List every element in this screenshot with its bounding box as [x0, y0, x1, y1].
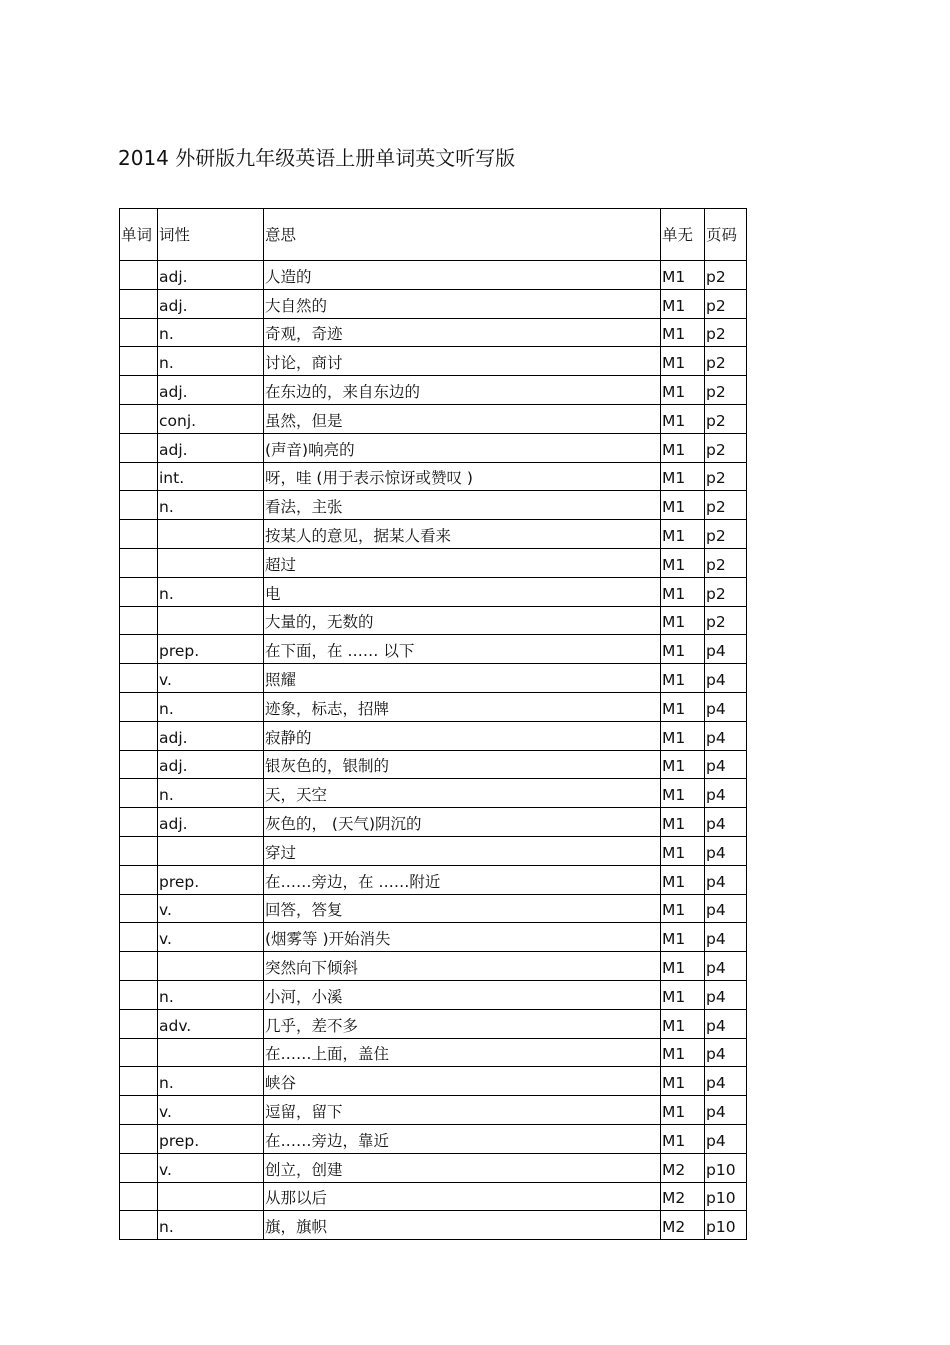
cell-word — [120, 347, 158, 376]
cell-unit: M2 — [661, 1182, 705, 1211]
cell-page: p4 — [705, 1096, 747, 1125]
cell-word — [120, 1096, 158, 1125]
cell-word — [120, 606, 158, 635]
cell-page: p4 — [705, 721, 747, 750]
table-row — [120, 261, 747, 290]
vocabulary-table — [119, 208, 747, 1240]
cell-pos: adj. — [158, 750, 264, 779]
cell-pos — [158, 520, 264, 549]
cell-meaning: 大量的，无数的 — [264, 606, 661, 635]
cell-page: p4 — [705, 980, 747, 1009]
cell-word — [120, 404, 158, 433]
table-row — [120, 721, 747, 750]
table-row — [120, 779, 747, 808]
cell-page: p10 — [705, 1211, 747, 1240]
cell-meaning: 在……上面，盖住 — [264, 1038, 661, 1067]
cell-page: p4 — [705, 1009, 747, 1038]
cell-word — [120, 894, 158, 923]
table-row — [120, 491, 747, 520]
column-header-meaning: 意思 — [264, 209, 661, 261]
cell-pos: v. — [158, 923, 264, 952]
cell-page: p2 — [705, 548, 747, 577]
cell-meaning: (声音)响亮的 — [264, 433, 661, 462]
cell-pos: adj. — [158, 721, 264, 750]
cell-word — [120, 433, 158, 462]
table-row — [120, 1096, 747, 1125]
cell-pos — [158, 606, 264, 635]
cell-unit: M1 — [661, 376, 705, 405]
cell-unit: M1 — [661, 261, 705, 290]
cell-meaning: 讨论，商讨 — [264, 347, 661, 376]
cell-unit: M1 — [661, 520, 705, 549]
cell-pos: n. — [158, 491, 264, 520]
cell-pos — [158, 1038, 264, 1067]
cell-word — [120, 1124, 158, 1153]
cell-page: p4 — [705, 1124, 747, 1153]
cell-unit: M1 — [661, 836, 705, 865]
cell-word — [120, 462, 158, 491]
column-header-page: 页码 — [705, 209, 747, 261]
cell-unit: M1 — [661, 318, 705, 347]
cell-meaning: 小河，小溪 — [264, 980, 661, 1009]
table-row — [120, 577, 747, 606]
cell-pos: n. — [158, 779, 264, 808]
cell-meaning: 电 — [264, 577, 661, 606]
cell-meaning: (烟雾等 )开始消失 — [264, 923, 661, 952]
cell-page: p4 — [705, 664, 747, 693]
cell-unit: M1 — [661, 404, 705, 433]
cell-meaning: 超过 — [264, 548, 661, 577]
cell-unit: M1 — [661, 1124, 705, 1153]
cell-pos: n. — [158, 980, 264, 1009]
cell-unit: M1 — [661, 923, 705, 952]
cell-pos: int. — [158, 462, 264, 491]
cell-meaning: 峡谷 — [264, 1067, 661, 1096]
cell-page: p2 — [705, 577, 747, 606]
cell-pos: prep. — [158, 1124, 264, 1153]
cell-meaning: 在东边的，来自东边的 — [264, 376, 661, 405]
table-row — [120, 433, 747, 462]
cell-unit: M1 — [661, 1096, 705, 1125]
cell-page: p4 — [705, 808, 747, 837]
table-row — [120, 548, 747, 577]
cell-page: p4 — [705, 779, 747, 808]
cell-pos: conj. — [158, 404, 264, 433]
cell-word — [120, 923, 158, 952]
table-row — [120, 1182, 747, 1211]
cell-meaning: 呀，哇 (用于表示惊讶或赞叹 ) — [264, 462, 661, 491]
table-row — [120, 923, 747, 952]
cell-page: p2 — [705, 289, 747, 318]
cell-pos: adv. — [158, 1009, 264, 1038]
cell-page: p2 — [705, 261, 747, 290]
cell-meaning: 从那以后 — [264, 1182, 661, 1211]
cell-unit: M1 — [661, 664, 705, 693]
cell-word — [120, 750, 158, 779]
cell-page: p2 — [705, 404, 747, 433]
table-row — [120, 808, 747, 837]
cell-meaning: 创立，创建 — [264, 1153, 661, 1182]
cell-unit: M1 — [661, 894, 705, 923]
table-row — [120, 1038, 747, 1067]
cell-unit: M1 — [661, 289, 705, 318]
cell-pos: adj. — [158, 289, 264, 318]
cell-pos: adj. — [158, 376, 264, 405]
cell-word — [120, 721, 158, 750]
cell-page: p4 — [705, 894, 747, 923]
cell-unit: M1 — [661, 347, 705, 376]
cell-word — [120, 865, 158, 894]
table-row — [120, 347, 747, 376]
cell-pos: adj. — [158, 433, 264, 462]
cell-meaning: 在……旁边，在 ……附近 — [264, 865, 661, 894]
cell-meaning: 回答，答复 — [264, 894, 661, 923]
table-row — [120, 1067, 747, 1096]
cell-page: p4 — [705, 923, 747, 952]
cell-page: p4 — [705, 635, 747, 664]
cell-meaning: 迹象，标志，招牌 — [264, 692, 661, 721]
cell-word — [120, 1038, 158, 1067]
table-row — [120, 952, 747, 981]
cell-page: p2 — [705, 462, 747, 491]
cell-pos: n. — [158, 577, 264, 606]
table-row — [120, 520, 747, 549]
cell-unit: M1 — [661, 721, 705, 750]
cell-pos: adj. — [158, 261, 264, 290]
cell-pos — [158, 548, 264, 577]
cell-page: p2 — [705, 606, 747, 635]
table-row — [120, 606, 747, 635]
cell-unit: M1 — [661, 692, 705, 721]
cell-pos: n. — [158, 347, 264, 376]
cell-pos — [158, 952, 264, 981]
cell-page: p2 — [705, 520, 747, 549]
cell-page: p2 — [705, 347, 747, 376]
cell-meaning: 在下面，在 …… 以下 — [264, 635, 661, 664]
cell-word — [120, 664, 158, 693]
cell-word — [120, 1067, 158, 1096]
cell-word — [120, 836, 158, 865]
cell-unit: M1 — [661, 750, 705, 779]
cell-word — [120, 1182, 158, 1211]
cell-pos: n. — [158, 1067, 264, 1096]
cell-meaning: 大自然的 — [264, 289, 661, 318]
cell-unit: M2 — [661, 1211, 705, 1240]
cell-word — [120, 952, 158, 981]
cell-page: p2 — [705, 491, 747, 520]
cell-page: p2 — [705, 433, 747, 462]
cell-page: p10 — [705, 1153, 747, 1182]
cell-pos: v. — [158, 1096, 264, 1125]
column-header-unit: 单无 — [661, 209, 705, 261]
cell-meaning: 在……旁边，靠近 — [264, 1124, 661, 1153]
cell-unit: M1 — [661, 1009, 705, 1038]
page-title: 2014 外研版九年级英语上册单词英文听写版 — [118, 146, 516, 170]
table-row — [120, 865, 747, 894]
cell-word — [120, 779, 158, 808]
table-row — [120, 750, 747, 779]
cell-word — [120, 692, 158, 721]
cell-meaning: 穿过 — [264, 836, 661, 865]
table-row — [120, 462, 747, 491]
cell-word — [120, 635, 158, 664]
cell-pos: v. — [158, 894, 264, 923]
table-row — [120, 1124, 747, 1153]
cell-meaning: 银灰色的，银制的 — [264, 750, 661, 779]
table-row — [120, 318, 747, 347]
cell-pos — [158, 1182, 264, 1211]
cell-meaning: 奇观，奇迹 — [264, 318, 661, 347]
cell-pos: prep. — [158, 635, 264, 664]
cell-page: p4 — [705, 836, 747, 865]
cell-meaning: 按某人的意见，据某人看来 — [264, 520, 661, 549]
cell-page: p4 — [705, 865, 747, 894]
cell-unit: M1 — [661, 548, 705, 577]
cell-page: p4 — [705, 750, 747, 779]
cell-meaning: 逗留，留下 — [264, 1096, 661, 1125]
cell-meaning: 旗，旗帜 — [264, 1211, 661, 1240]
cell-unit: M1 — [661, 577, 705, 606]
cell-unit: M1 — [661, 808, 705, 837]
table-row — [120, 1153, 747, 1182]
cell-pos: prep. — [158, 865, 264, 894]
table-row — [120, 894, 747, 923]
cell-word — [120, 491, 158, 520]
cell-unit: M1 — [661, 865, 705, 894]
cell-page: p4 — [705, 1067, 747, 1096]
table-row — [120, 376, 747, 405]
cell-pos: n. — [158, 692, 264, 721]
cell-meaning: 几乎，差不多 — [264, 1009, 661, 1038]
cell-word — [120, 318, 158, 347]
cell-meaning: 突然向下倾斜 — [264, 952, 661, 981]
cell-unit: M2 — [661, 1153, 705, 1182]
cell-pos: adj. — [158, 808, 264, 837]
cell-pos: v. — [158, 1153, 264, 1182]
table-row — [120, 836, 747, 865]
cell-unit: M1 — [661, 491, 705, 520]
cell-unit: M1 — [661, 606, 705, 635]
cell-meaning: 寂静的 — [264, 721, 661, 750]
cell-page: p2 — [705, 376, 747, 405]
table-row — [120, 1211, 747, 1240]
table-row — [120, 635, 747, 664]
table-row — [120, 1009, 747, 1038]
cell-unit: M1 — [661, 1067, 705, 1096]
cell-pos: n. — [158, 1211, 264, 1240]
cell-meaning: 虽然，但是 — [264, 404, 661, 433]
cell-unit: M1 — [661, 1038, 705, 1067]
cell-page: p4 — [705, 692, 747, 721]
cell-page: p10 — [705, 1182, 747, 1211]
cell-word — [120, 577, 158, 606]
cell-meaning: 看法，主张 — [264, 491, 661, 520]
cell-word — [120, 980, 158, 1009]
cell-pos — [158, 836, 264, 865]
cell-word — [120, 548, 158, 577]
cell-meaning: 照耀 — [264, 664, 661, 693]
cell-page: p4 — [705, 1038, 747, 1067]
cell-page: p2 — [705, 318, 747, 347]
cell-unit: M1 — [661, 635, 705, 664]
cell-unit: M1 — [661, 980, 705, 1009]
cell-unit: M1 — [661, 952, 705, 981]
cell-unit: M1 — [661, 779, 705, 808]
cell-unit: M1 — [661, 433, 705, 462]
cell-word — [120, 1211, 158, 1240]
cell-page: p4 — [705, 952, 747, 981]
cell-pos: v. — [158, 664, 264, 693]
column-header-pos: 词性 — [158, 209, 264, 261]
cell-meaning: 天，天空 — [264, 779, 661, 808]
table-row — [120, 404, 747, 433]
cell-pos: n. — [158, 318, 264, 347]
table-row — [120, 664, 747, 693]
cell-word — [120, 376, 158, 405]
cell-word — [120, 1009, 158, 1038]
table-row — [120, 980, 747, 1009]
cell-word — [120, 289, 158, 318]
table-row — [120, 692, 747, 721]
cell-meaning: 人造的 — [264, 261, 661, 290]
column-header-word: 单词 — [120, 209, 158, 261]
cell-meaning: 灰色的， (天气)阴沉的 — [264, 808, 661, 837]
table-header-row — [120, 209, 747, 261]
cell-word — [120, 261, 158, 290]
cell-word — [120, 1153, 158, 1182]
table-row — [120, 289, 747, 318]
cell-word — [120, 808, 158, 837]
cell-word — [120, 520, 158, 549]
cell-unit: M1 — [661, 462, 705, 491]
table-body — [120, 261, 747, 1240]
